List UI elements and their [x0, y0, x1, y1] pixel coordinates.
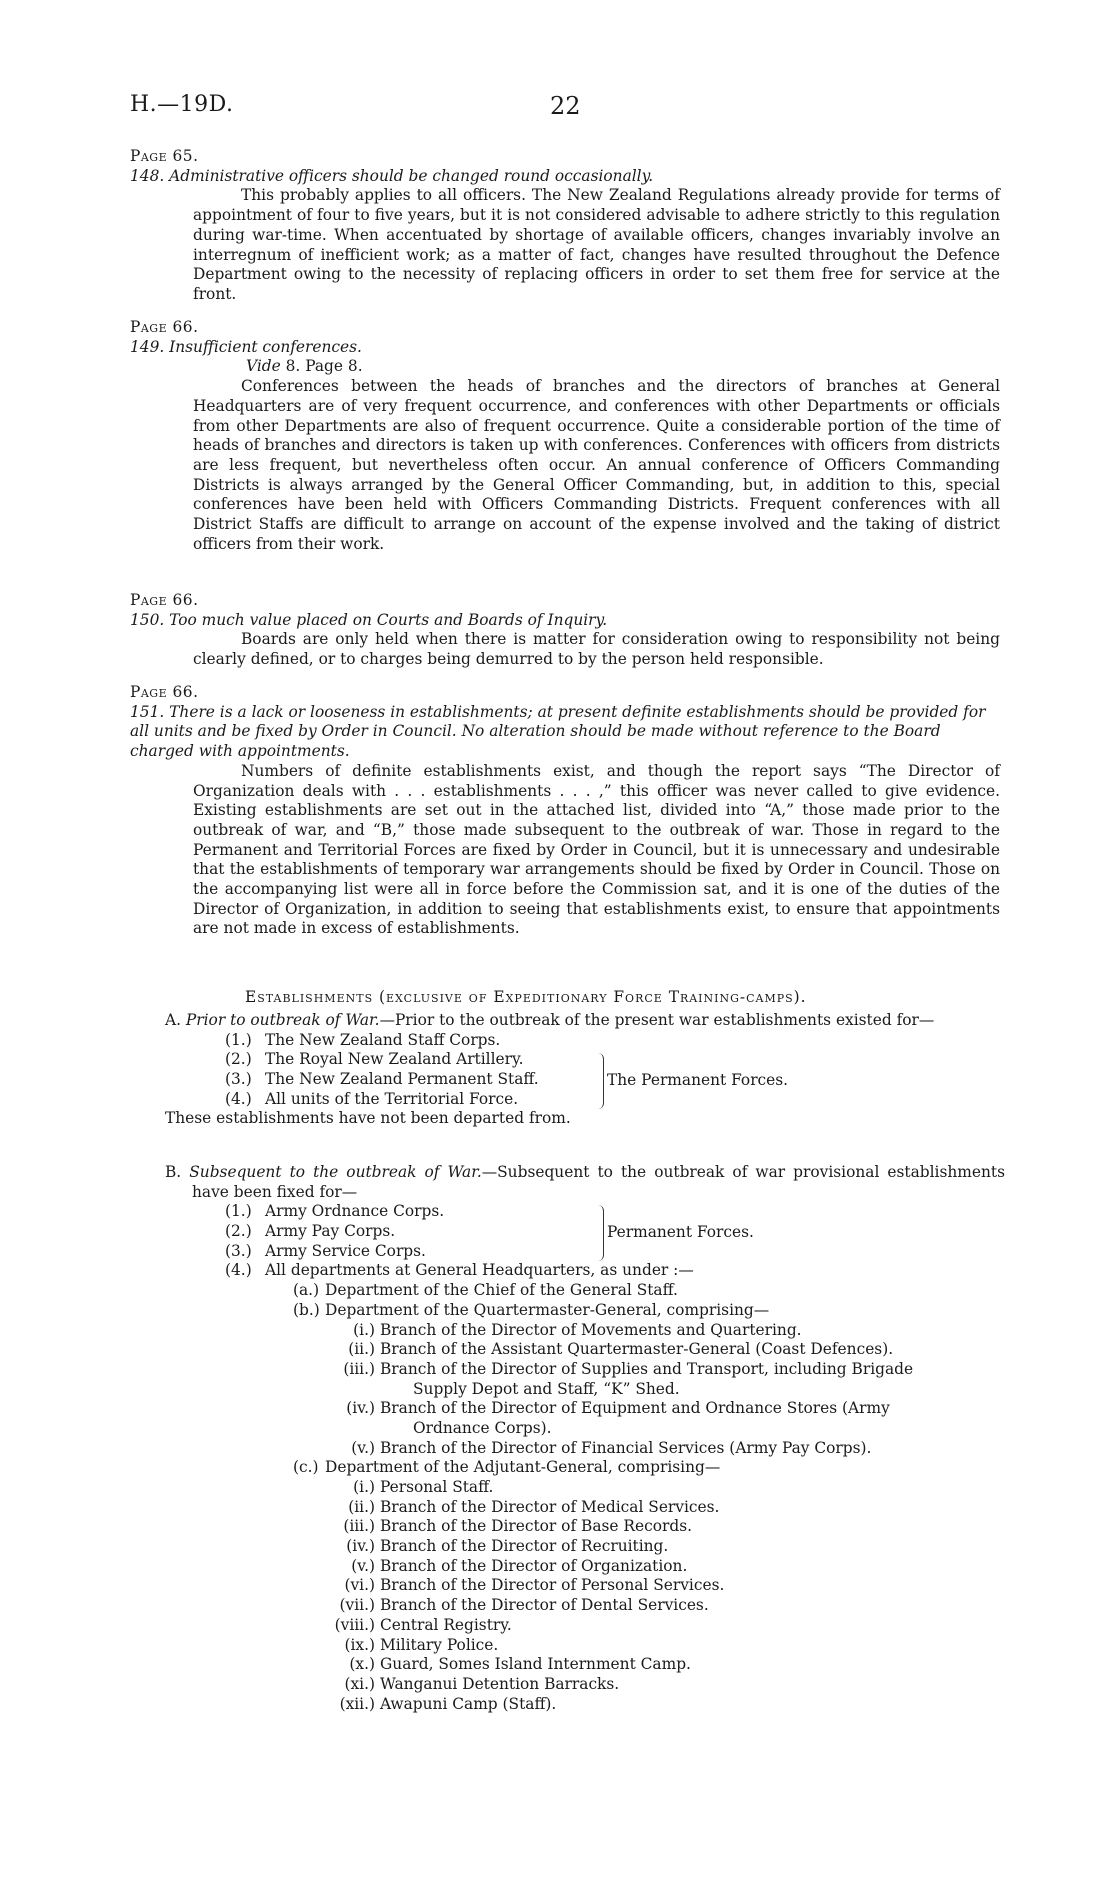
roman-item [165, 1340, 1005, 1360]
page-reference: Page 65. [130, 147, 199, 165]
section-151 [130, 683, 1000, 939]
item-text: Supply Depot and Staff, “K” Shed. [413, 1379, 680, 1398]
roman-item [165, 1695, 1005, 1715]
establishments-title: Establishments (exclusive of Expeditionary Force Training-camps). [245, 988, 807, 1006]
item-text: Branch of the Director of Base Records. [380, 1517, 692, 1536]
item-text: The New Zealand Permanent Staff. [265, 1070, 539, 1089]
page-number: 22 [550, 92, 581, 120]
section-150 [130, 591, 1000, 670]
part-letter: B. [165, 1163, 182, 1181]
item-number: (ix.) [344, 1635, 375, 1654]
sub-item-b [165, 1301, 1005, 1321]
item-number: (ii.) [348, 1497, 375, 1516]
item-text: Ordnance Corps). [413, 1418, 552, 1437]
roman-item [165, 1596, 1005, 1616]
list-item [165, 1070, 1005, 1090]
item-text: Branch of the Director of Dental Services. [380, 1596, 709, 1615]
list-item [165, 1222, 1005, 1242]
list-item [165, 1261, 1005, 1281]
item-text: Army Pay Corps. [265, 1222, 396, 1241]
item-text: All units of the Territorial Force. [265, 1089, 519, 1108]
item-text: Branch of the Director of Movements and Quartering. [380, 1320, 802, 1339]
item-number: (2.) [225, 1222, 252, 1241]
section-body: Conferences between the heads of branches and the directors of branches at General Headquarters are of very frequent occurrence, and conferences with other Departments or officials from other Departments are also of frequent occurrence. Quite a considerable portion of the time of heads of branches and directors is taken up with conferences. Conferences with officers from districts are less frequent, but nevertheless often occur. An annual conference of Officers Commanding Districts is always arranged by the General Officer Commanding, but, in addition to this, special conferences have been held with Officers Commanding Districts. Frequent conferences with all District Staffs are difficult to arrange on account of the expense involved and the taking of district officers from their work. [193, 377, 1000, 553]
roman-item-continuation [165, 1380, 1005, 1400]
item-number: (c.) [293, 1458, 319, 1477]
roman-item [165, 1439, 1005, 1459]
brace-label: The Permanent Forces. [607, 1071, 789, 1089]
roman-item [165, 1616, 1005, 1636]
item-number: (viii.) [334, 1615, 375, 1634]
item-text: Guard, Somes Island Internment Camp. [380, 1655, 691, 1674]
document-reference: H.—19D. [130, 92, 234, 117]
item-text: Branch of the Director of Equipment and Ordnance Stores (Army [380, 1399, 890, 1418]
list-item [165, 1031, 1005, 1051]
item-number: (vi.) [344, 1576, 375, 1595]
brace-label: Permanent Forces. [607, 1223, 754, 1241]
part-heading: Subsequent to the outbreak of War. [189, 1163, 482, 1181]
vide-target: 8. Page 8. [285, 357, 363, 376]
sub-item-c [165, 1458, 1005, 1478]
part-lead-text: —Subsequent to the outbreak of war provisional establishments have been fixed for— [192, 1163, 1005, 1201]
item-number: (xii.) [339, 1694, 375, 1713]
item-number: (1.) [225, 1030, 252, 1049]
roman-item [165, 1321, 1005, 1341]
roman-item [165, 1675, 1005, 1695]
item-text: Department of the Chief of the General Staff. [325, 1281, 678, 1300]
item-text: Military Police. [380, 1635, 499, 1654]
section-title: 148. Administrative officers should be changed round occasionally. [130, 166, 654, 185]
item-number: (ii.) [348, 1340, 375, 1359]
part-a-lead [165, 1011, 1005, 1031]
item-number: (i.) [353, 1320, 375, 1339]
section-body: Numbers of definite establishments exist, and though the report says “The Director of Organization deals with . . . establishments . . . ,” this officer was never called to give evidence. Existing establishments are set out in the attached list, divided into “A,” those made prior to the outbreak of war, and “B,” those made subsequent to the outbreak of war. Those in regard to the Permanent and Territorial Forces are fixed by Order in Council, but it is unnecessary and undesirable that the establishments of temporary war arrangements should be fixed by Order in Council. Those on the accompanying list were all in force before the Commission sat, and it is one of the duties of the Director of Organization, in addition to seeing that establishments exist, to ensure that appointments are not made in excess of establishments. [193, 761, 1000, 938]
item-text: The Royal New Zealand Artillery. [265, 1050, 524, 1069]
item-text: Army Ordnance Corps. [265, 1202, 445, 1221]
item-number: (i.) [353, 1478, 375, 1497]
brace-line [595, 1053, 604, 1109]
brace-line [595, 1205, 604, 1261]
section-149 [130, 318, 1000, 554]
item-number: (b.) [293, 1300, 320, 1319]
part-a-tail: These establishments have not been departed from. [165, 1109, 571, 1128]
sub-item-a [165, 1281, 1005, 1301]
item-number: (iv.) [346, 1399, 375, 1418]
section-body: Boards are only held when there is matter for consideration owing to responsibility not being clearly defined, or to charges being demurred to by the person held responsible. [193, 630, 1000, 669]
item-text: Army Service Corps. [265, 1241, 426, 1260]
part-b-lead [165, 1163, 1005, 1202]
part-heading: Prior to outbreak of War. [185, 1011, 380, 1029]
item-text: Branch of the Director of Organization. [380, 1556, 688, 1575]
section-title: 151. There is a lack or looseness in establishments; at present definite establishments should be provided for all units and be fixed by Order in Council. No alteration should be made without reference to the Board charged with appointments. [130, 702, 986, 761]
roman-item [165, 1498, 1005, 1518]
roman-item [165, 1360, 1005, 1380]
part-a-list [165, 1031, 1005, 1110]
item-text: Branch of the Director of Financial Services (Army Pay Corps). [380, 1438, 872, 1457]
item-number: (1.) [225, 1202, 252, 1221]
item-number: (v.) [351, 1438, 375, 1457]
roman-item [165, 1557, 1005, 1577]
item-text: Awapuni Camp (Staff). [380, 1694, 557, 1713]
part-b-list [165, 1202, 1005, 1714]
item-number: (iii.) [343, 1359, 375, 1378]
item-number: (iv.) [346, 1537, 375, 1556]
section-title: 150. Too much value placed on Courts and Boards of Inquiry. [130, 610, 608, 629]
item-text: Branch of the Director of Personal Services. [380, 1576, 725, 1595]
roman-item [165, 1399, 1005, 1419]
item-text: Central Registry. [380, 1615, 512, 1634]
item-number: (2.) [225, 1050, 252, 1069]
item-number: (x.) [349, 1655, 375, 1674]
item-number: (4.) [225, 1089, 252, 1108]
vide-label: Vide [246, 357, 281, 376]
list-item [165, 1242, 1005, 1262]
page-reference: Page 66. [130, 683, 199, 701]
item-number: (3.) [225, 1241, 252, 1260]
item-text: Branch of the Director of Medical Services. [380, 1497, 720, 1516]
roman-item [165, 1478, 1005, 1498]
page-reference: Page 66. [130, 318, 199, 336]
item-text: Branch of the Assistant Quartermaster-General (Coast Defences). [380, 1340, 894, 1359]
item-text: The New Zealand Staff Corps. [265, 1030, 501, 1049]
page-reference: Page 66. [130, 591, 199, 609]
part-letter: A. [165, 1011, 182, 1029]
roman-item [165, 1576, 1005, 1596]
list-item [165, 1050, 1005, 1070]
roman-item-continuation [165, 1419, 1005, 1439]
item-number: (4.) [225, 1261, 252, 1280]
item-number: (v.) [351, 1556, 375, 1575]
item-text: Branch of the Director of Recruiting. [380, 1537, 669, 1556]
item-text: Department of the Adjutant-General, comprising— [325, 1458, 721, 1477]
item-text: Branch of the Director of Supplies and Transport, including Brigade [380, 1359, 914, 1378]
establishments-part-b [165, 1163, 1005, 1714]
item-text: All departments at General Headquarters, as under :— [265, 1261, 694, 1280]
vide-reference [246, 357, 1000, 377]
section-title: 149. Insufficient conferences. [130, 337, 362, 356]
establishments-part-a [165, 1011, 1005, 1129]
item-number: (xi.) [344, 1674, 375, 1693]
item-text: Wanganui Detention Barracks. [380, 1674, 620, 1693]
roman-item [165, 1655, 1005, 1675]
list-item [165, 1090, 1005, 1110]
item-number: (iii.) [343, 1517, 375, 1536]
roman-item [165, 1537, 1005, 1557]
item-text: Department of the Quartermaster-General, comprising— [325, 1300, 770, 1319]
list-item [165, 1202, 1005, 1222]
item-number: (3.) [225, 1070, 252, 1089]
part-lead-text: —Prior to the outbreak of the present war establishments existed for— [379, 1011, 935, 1029]
roman-item [165, 1636, 1005, 1656]
item-text: Personal Staff. [380, 1478, 494, 1497]
item-number: (vii.) [339, 1596, 375, 1615]
section-148 [130, 147, 1000, 305]
item-number: (a.) [293, 1281, 320, 1300]
roman-item [165, 1517, 1005, 1537]
section-body: This probably applies to all officers. The New Zealand Regulations already provide for terms of appointment of four to five years, but it is not considered advisable to adhere strictly to this regulation during war-time. When accentuated by shortage of available officers, changes invariably involve an interregnum of inefficient work; as a matter of fact, changes have resulted throughout the Defence Department owing to the necessity of replacing officers in order to set them free for service at the front. [193, 186, 1000, 303]
